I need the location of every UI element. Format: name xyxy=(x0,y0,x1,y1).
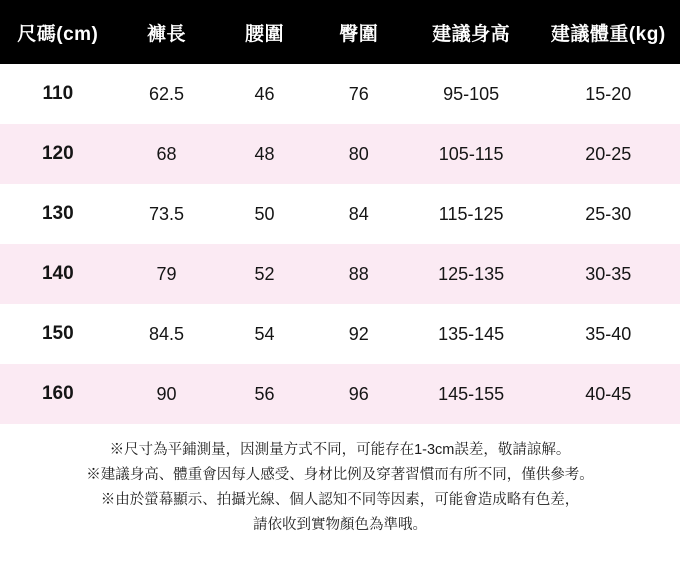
column-header-waist: 腰圍 xyxy=(244,24,284,45)
cell-height: 125-135 xyxy=(438,263,505,284)
table-row xyxy=(0,124,680,184)
footnotes xyxy=(0,438,680,538)
cell-pant-length: 73.5 xyxy=(148,203,185,224)
cell-hip: 88 xyxy=(348,263,369,284)
cell-hip: 84 xyxy=(348,203,369,224)
cell-pant-length: 79 xyxy=(156,263,177,284)
cell-hip: 96 xyxy=(348,383,369,404)
table-row xyxy=(0,244,680,304)
cell-height: 135-145 xyxy=(438,323,505,344)
cell-weight: 20-25 xyxy=(585,143,632,164)
footnote-line: ※由於螢幕顯示、拍攝光線、個人認知不同等因素，可能會造成略有色差， xyxy=(100,491,580,508)
cell-weight: 15-20 xyxy=(585,83,632,104)
cell-waist: 52 xyxy=(254,263,275,284)
cell-waist: 54 xyxy=(254,323,275,344)
cell-waist: 56 xyxy=(254,383,275,404)
table-row xyxy=(0,364,680,424)
cell-size: 120 xyxy=(41,143,74,164)
cell-size: 140 xyxy=(41,263,74,284)
cell-height: 95-105 xyxy=(443,83,500,104)
cell-weight: 25-30 xyxy=(585,203,632,224)
cell-pant-length: 84.5 xyxy=(148,323,185,344)
column-header-hip: 臀圍 xyxy=(339,24,379,45)
cell-weight: 35-40 xyxy=(585,323,632,344)
cell-size: 110 xyxy=(42,83,74,104)
cell-height: 145-155 xyxy=(438,383,505,404)
cell-size: 160 xyxy=(41,383,74,404)
cell-weight: 40-45 xyxy=(585,383,632,404)
footnote-line: ※建議身高、體重會因每人感受、身材比例及穿著習慣而有所不同，僅供參考。 xyxy=(86,466,594,483)
cell-pant-length: 68 xyxy=(156,143,177,164)
cell-height: 105-115 xyxy=(438,143,504,164)
cell-hip: 76 xyxy=(348,83,369,104)
table-row xyxy=(0,304,680,364)
table-header-row xyxy=(0,0,680,64)
cell-height: 115-125 xyxy=(438,203,504,224)
cell-pant-length: 62.5 xyxy=(148,83,185,104)
cell-waist: 46 xyxy=(254,83,275,104)
footnote-line: ※尺寸為平鋪測量，因測量方式不同，可能存在1-3cm誤差，敬請諒解。 xyxy=(109,442,571,458)
footnote-line: 請依收到實物顏色為準哦。 xyxy=(253,516,427,533)
column-header-pant-length: 褲長 xyxy=(146,24,186,45)
column-header-size: 尺碼(cm) xyxy=(17,24,99,45)
table-body xyxy=(0,64,680,424)
cell-hip: 92 xyxy=(348,323,369,344)
table-row xyxy=(0,64,680,124)
column-header-height: 建議身高 xyxy=(432,24,511,45)
cell-size: 150 xyxy=(41,323,74,344)
cell-weight: 30-35 xyxy=(585,263,632,284)
cell-size: 130 xyxy=(41,203,74,224)
table-row xyxy=(0,184,680,244)
cell-pant-length: 90 xyxy=(156,383,177,404)
cell-waist: 48 xyxy=(254,143,275,164)
cell-waist: 50 xyxy=(254,203,275,224)
column-header-weight: 建議體重(kg) xyxy=(550,24,666,45)
cell-hip: 80 xyxy=(348,143,369,164)
table-header xyxy=(0,0,680,64)
